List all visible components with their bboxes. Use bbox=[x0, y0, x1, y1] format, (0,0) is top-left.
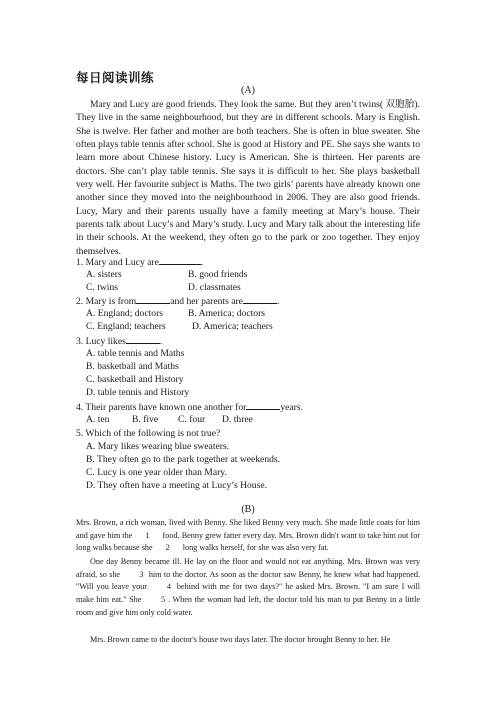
option: A. Mary likes wearing blue sweaters. bbox=[86, 441, 230, 452]
option: D. They often have a meeting at Lucy’s House. bbox=[86, 480, 267, 491]
option: B. They often go to the park together at weekends. bbox=[86, 454, 281, 465]
option: B. America; doctors bbox=[188, 308, 265, 319]
cloze-gap-3: 3 bbox=[139, 569, 144, 579]
page-title: 每日阅读训练 bbox=[76, 70, 155, 85]
section-b-paragraph-3: Mrs. Brown came to the doctor's house two days later. The doctor brought Benny to her. He bbox=[90, 635, 391, 644]
option: A. sisters bbox=[86, 269, 122, 280]
answer-blank bbox=[243, 294, 277, 304]
cloze-gap-5: 5 bbox=[160, 595, 166, 605]
option: A. ten bbox=[86, 414, 110, 425]
question-4 bbox=[76, 400, 303, 414]
question-2-stem: 2. Mary is from bbox=[76, 296, 137, 307]
question-1 bbox=[76, 255, 203, 269]
option: C. four bbox=[178, 414, 206, 425]
question-3-end: . bbox=[159, 336, 163, 347]
passage-text: long walks herself, for she was also very fat. bbox=[182, 543, 329, 553]
answer-blank bbox=[246, 400, 280, 410]
answer-blank bbox=[126, 334, 160, 344]
cloze-gap-4: 4 bbox=[166, 582, 171, 592]
option: A. table tennis and Maths bbox=[86, 348, 185, 359]
option: D. table tennis and History bbox=[86, 387, 190, 398]
question-4-stem: 4. Their parents have known one another for bbox=[76, 402, 247, 413]
option: A. England; doctors bbox=[86, 308, 164, 319]
answer-blank bbox=[159, 255, 201, 265]
question-2-stem-mid: and her parents are bbox=[170, 296, 243, 307]
passage-text: food. Benny grew fatter every day. Mrs. Brown didn't want to take him out for long walks because she bbox=[76, 530, 421, 553]
question-4-end: years. bbox=[280, 402, 303, 413]
question-3-stem: 3. Lucy likes bbox=[76, 336, 126, 347]
question-2 bbox=[76, 294, 279, 308]
passage-text: One day Benny became ill. He lay on the floor and would not eat anything. Mrs. Brown was very afraid, so she bbox=[76, 557, 420, 579]
passage-text: him to the doctor. As soon as the doctor saw Benny, he knew what had happened. "Will you leave your bbox=[76, 569, 421, 592]
option: C. basketball and History bbox=[86, 374, 184, 385]
option: D. classmates bbox=[188, 282, 241, 293]
question-5: 5. Which of the following is not true? bbox=[76, 428, 221, 439]
passage-text: Mrs. Brown, a rich woman, lived with Benny. She liked Benny very much. She made little coats for him and gave him the bbox=[76, 518, 420, 540]
question-3 bbox=[76, 334, 162, 348]
option: C. England; teachers bbox=[86, 321, 166, 332]
passage-text: behind with me for two days?" he asked Mrs. Brown. "I am sure I will make him eat." She bbox=[76, 582, 420, 605]
option: B. five bbox=[132, 414, 159, 425]
option: C. Lucy is one year older than Mary. bbox=[86, 467, 227, 478]
option: D. three bbox=[222, 414, 253, 425]
option: B. good friends bbox=[188, 269, 248, 280]
option: D. America; teachers bbox=[192, 321, 273, 332]
question-2-end: . bbox=[276, 296, 280, 307]
section-a-heading: (A) bbox=[241, 85, 255, 96]
question-1-stem: 1. Mary and Lucy are bbox=[76, 257, 159, 268]
answer-blank bbox=[136, 294, 170, 304]
section-a-passage: Mary and Lucy are good friends. They look the same. But they aren’t twins( 双胞胎). They live in the same neighbourhood, but they are in different schools. Mary is English. She is twelve. Her father and mother are both teachers. She is often in blue sweater. She often plays table tennis after school. She is good at History and PE. She says she wants to learn more about Chinese history. Lucy is American. She is thirteen. Her parents are doctors. She can’t play table tennis. She says it is difficult to her. She plays basketball very well. Her favourite subject is Maths. The two girls’ parents have already known one another since they moved into the neighbourhood in 2006. They are also good friends. Lucy, Mary and their parents usually have a family meeting at Mary’s house. Their parents talk about Lucy’s and Mary’s study. Lucy and Mary talk about the interesting life in their schools. At the weekend, they often go to the park or zoo together. They enjoy themselves. bbox=[76, 99, 420, 257]
section-b-paragraph-2 bbox=[76, 556, 420, 620]
question-1-end: . bbox=[200, 257, 204, 268]
section-b-paragraph-1 bbox=[76, 517, 420, 555]
option: C. twins bbox=[86, 282, 118, 293]
option: B. basketball and Maths bbox=[86, 361, 179, 372]
cloze-gap-1: 1 bbox=[145, 530, 150, 540]
cloze-gap-2: 2 bbox=[165, 543, 170, 553]
passage-text: . When the woman had left, the doctor told his man to put Benny in a little room and give him only cold water. bbox=[76, 595, 421, 617]
section-b-heading: (B) bbox=[241, 504, 255, 515]
